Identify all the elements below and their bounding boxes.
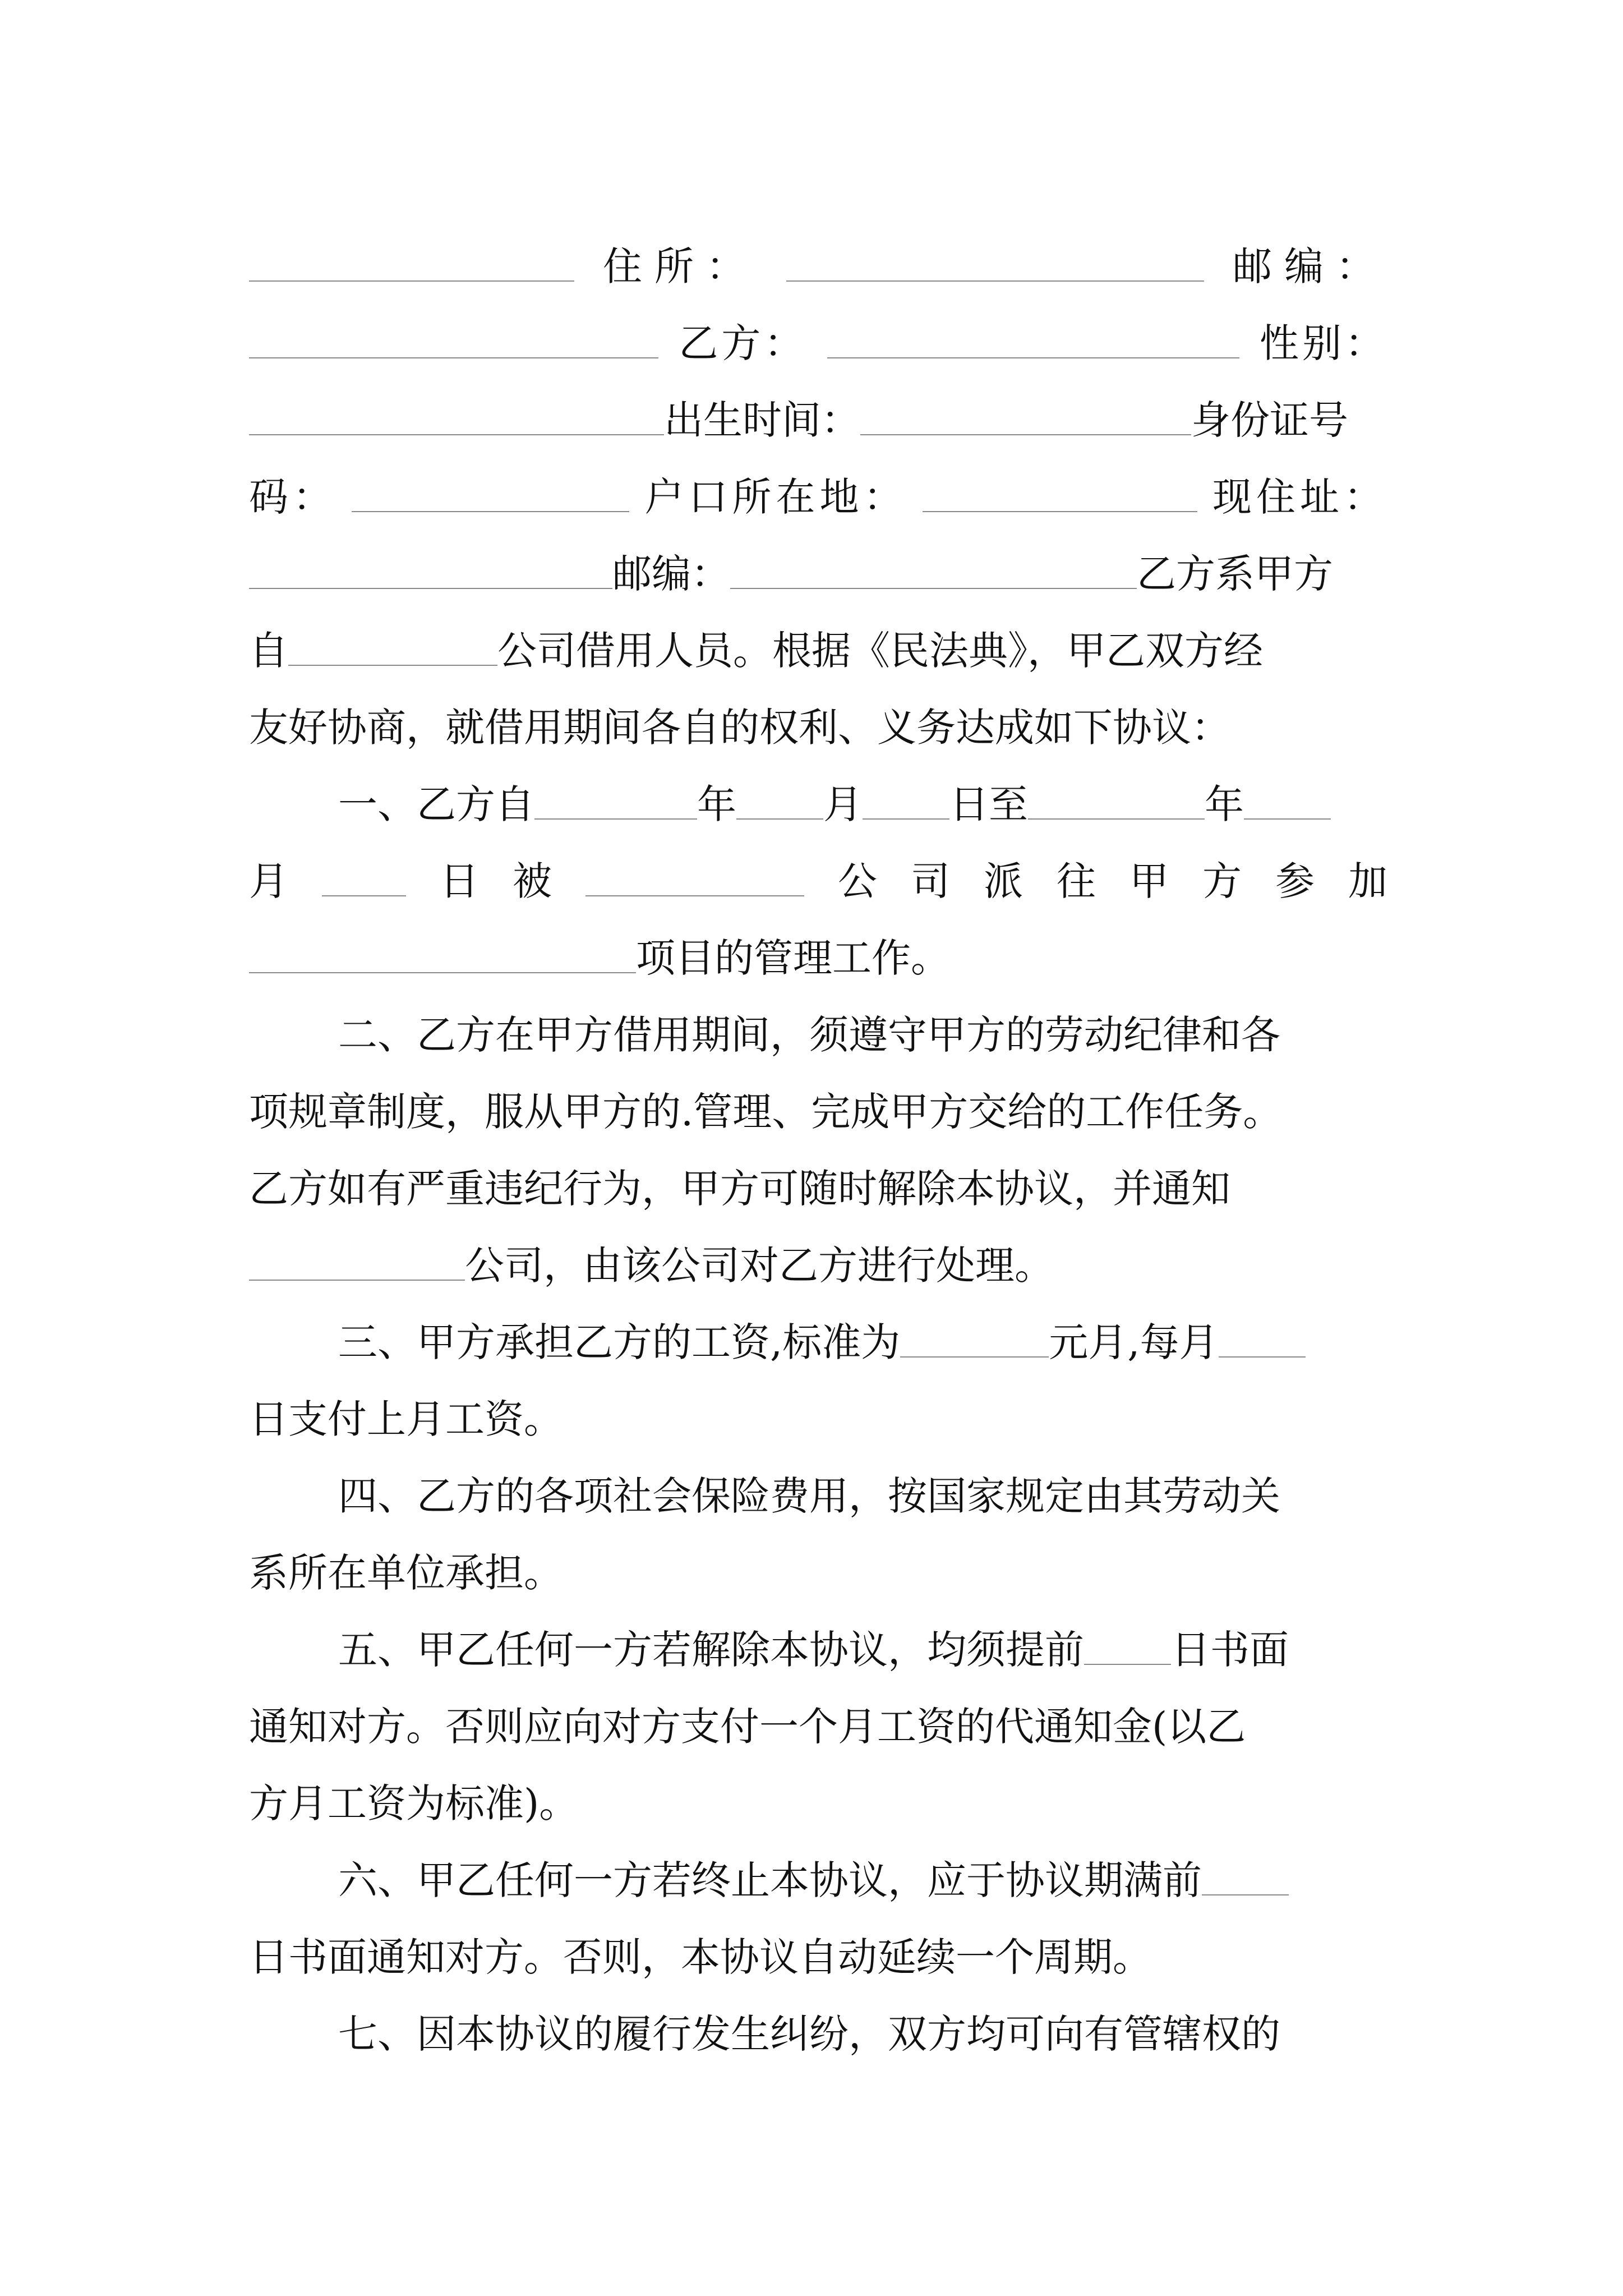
clause-5-line-3: [249, 1756, 1387, 1826]
text-char: 方: [1202, 858, 1242, 904]
blank-field[interactable]: [249, 434, 664, 435]
blank-field[interactable]: [249, 357, 658, 358]
clause-2-line-3: [249, 1141, 1387, 1212]
line-borrowed-from: [249, 603, 1387, 674]
blank-month[interactable]: [736, 818, 823, 820]
label-postcode: 邮编：: [1233, 243, 1387, 289]
clause-6-line-2: [249, 1910, 1387, 1980]
label-current-address: 现住址：: [1212, 474, 1387, 520]
blank-day[interactable]: [322, 895, 406, 896]
blank-month[interactable]: [1244, 818, 1331, 820]
text-year: 年: [697, 781, 736, 827]
text-char: 往: [1057, 858, 1096, 904]
line-postcode-2: [249, 526, 1387, 597]
text-intro-cont: 友好协商，就借用期间各自的权利、义务达成如下协议：: [249, 705, 1230, 751]
clause-2-line-1: [338, 987, 1387, 1058]
clause-2-line-2: [249, 1064, 1387, 1135]
text-month: 月: [249, 858, 288, 904]
clause-3-line-2: [249, 1372, 1387, 1442]
clause-3-text: 日支付上月工资。: [249, 1396, 563, 1442]
clause-5-line-1: [338, 1602, 1387, 1673]
blank-pay-day[interactable]: [1219, 1356, 1306, 1358]
clause-5-text: 日书面: [1171, 1627, 1289, 1673]
text-char: 司: [911, 858, 950, 904]
text-intro: 公司借用人员。根据《民法典》，甲乙双方经: [497, 628, 1263, 674]
clause-1-end: 项目的管理工作。: [636, 935, 950, 981]
blank-company[interactable]: [249, 1280, 465, 1281]
clause-5-text: 通知对方。否则应向对方支付一个月工资的代通知金(以乙: [249, 1704, 1246, 1750]
clause-6-text: 日书面通知对方。否则，本协议自动延续一个周期。: [249, 1934, 1152, 1980]
clause-3-line-1: [338, 1295, 1387, 1365]
label-gender: 性别：: [1259, 320, 1387, 366]
clause-3-text: 三、甲方承担乙方的工资,标准为: [338, 1319, 901, 1365]
blank-field[interactable]: [352, 511, 629, 512]
line-birth: [249, 372, 1387, 443]
clause-4-text: 系所在单位承担。: [249, 1550, 563, 1596]
clause-2-line-4: [249, 1218, 1387, 1289]
label-id-number: 身份证号: [1191, 397, 1348, 443]
blank-field[interactable]: [923, 511, 1197, 512]
clause-2-text: 二、乙方在甲方借用期间，须遵守甲方的劳动纪律和各: [338, 1012, 1280, 1058]
text-year: 年: [1205, 781, 1244, 827]
blank-field[interactable]: [730, 588, 1137, 589]
line-registration: [249, 449, 1387, 520]
label-id-number-cont: 码：: [249, 474, 336, 520]
blank-field[interactable]: [860, 434, 1191, 435]
clause-1-line-2: [249, 834, 1387, 904]
clause-6-line-1: [338, 1833, 1387, 1903]
blank-year[interactable]: [1028, 818, 1205, 820]
text-day-to: 日至: [949, 781, 1028, 827]
clause-1-line-3: [249, 910, 1387, 981]
label-birth-date: 出生时间：: [664, 397, 860, 443]
clause-2-text: 公司，由该公司对乙方进行处理。: [465, 1243, 1054, 1289]
label-address: 住所：: [603, 243, 758, 289]
line-address: [249, 219, 1387, 289]
clause-5-text: 五、甲乙任何一方若解除本协议，均须提前: [338, 1627, 1084, 1673]
clause-2-text: 乙方如有严重违纪行为，甲方可随时解除本协议，并通知: [249, 1166, 1230, 1212]
clause-4-line-1: [338, 1448, 1387, 1519]
blank-field[interactable]: [249, 280, 574, 282]
clause-4-text: 四、乙方的各项社会保险费用，按国家规定由其劳动关: [338, 1473, 1280, 1519]
text-month: 月: [823, 781, 863, 827]
text-by: 被: [513, 858, 552, 904]
text-from: 自: [249, 628, 288, 674]
clause-1-start: 一、乙方自: [338, 781, 534, 827]
blank-field[interactable]: [786, 280, 1204, 282]
blank-company[interactable]: [585, 895, 804, 896]
clause-2-text: 项规章制度，服从甲方的.管理、完成甲方交给的工作任务。: [249, 1089, 1283, 1135]
blank-year[interactable]: [534, 818, 697, 820]
clause-7-line-1: [338, 1986, 1387, 2057]
blank-company[interactable]: [288, 665, 497, 666]
blank-salary[interactable]: [900, 1356, 1049, 1358]
label-household-registration: 户口所在地：: [644, 474, 907, 520]
clause-7-text: 七、因本协议的履行发生纠纷，双方均可向有管辖权的: [338, 2011, 1280, 2057]
line-party-b: [249, 296, 1387, 366]
text-party-b-is: 乙方系甲方: [1137, 551, 1333, 597]
clause-6-text: 六、甲乙任何一方若终止本协议，应于协议期满前: [338, 1857, 1202, 1903]
text-char: 参: [1275, 858, 1315, 904]
blank-field[interactable]: [827, 357, 1239, 358]
label-postcode: 邮编：: [612, 551, 730, 597]
label-party-b: 乙方：: [679, 320, 807, 366]
blank-notice-days[interactable]: [1202, 1894, 1289, 1895]
clause-4-line-2: [249, 1525, 1387, 1596]
text-day: 日: [440, 858, 479, 904]
blank-project[interactable]: [249, 972, 636, 973]
blank-field[interactable]: [249, 588, 612, 589]
text-char: 甲: [1129, 858, 1169, 904]
clause-5-line-2: [249, 1679, 1387, 1750]
blank-day[interactable]: [863, 818, 949, 820]
line-intro-cont: [249, 680, 1387, 751]
clause-1-line-1: [338, 757, 1387, 827]
clause-5-text: 方月工资为标准)。: [249, 1780, 579, 1826]
clause-3-text: 元月,每月: [1049, 1319, 1219, 1365]
text-char: 加: [1348, 858, 1387, 904]
text-char: 公: [838, 858, 877, 904]
blank-notice-days[interactable]: [1084, 1664, 1171, 1665]
text-char: 派: [984, 858, 1023, 904]
